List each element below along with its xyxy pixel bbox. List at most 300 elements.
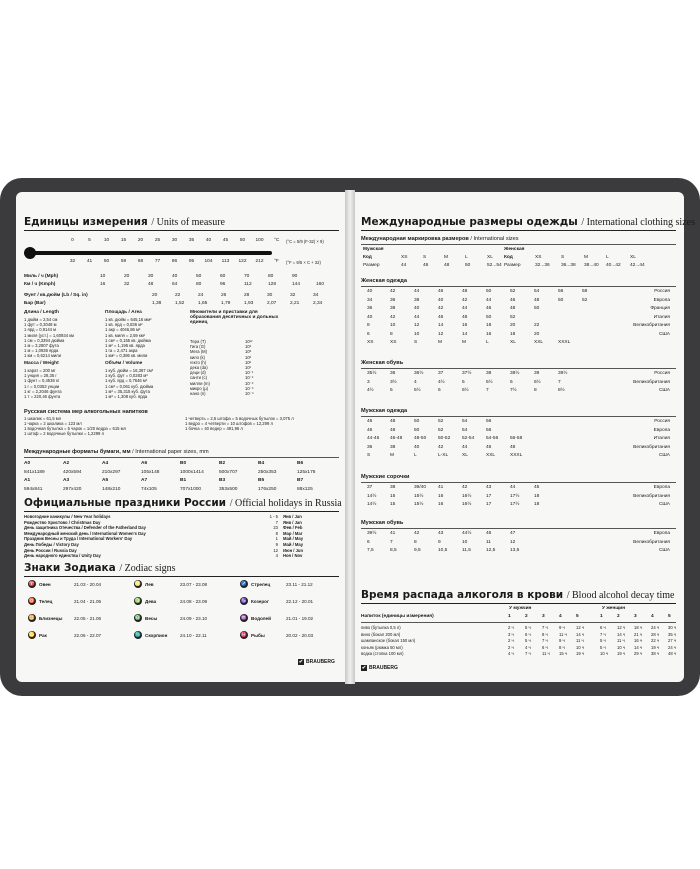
size-value: 4½: [438, 379, 445, 385]
fahrenheit-tick: 113: [221, 259, 230, 264]
marking-cell: L: [606, 255, 609, 260]
size-value: 40: [414, 306, 420, 311]
size-value: 54: [534, 289, 540, 294]
zodiac-name: Водолей: [251, 615, 271, 621]
holiday-month: Янв / Jan: [283, 519, 302, 525]
length-item: 1 км = 0,6214 мили: [24, 353, 61, 359]
multiplier-power: 10³: [245, 354, 252, 360]
zodiac-dates: 24.09 - 23.10: [180, 615, 208, 621]
zodiac-sign: [240, 631, 313, 639]
size-value: L-XL: [438, 453, 449, 458]
volume-title: Объём / Volume: [105, 361, 143, 366]
size-value: 38: [390, 444, 396, 450]
speed-row-value: 20: [124, 274, 130, 279]
area-item: 1 км² = 0,386 кв. мили: [105, 353, 148, 359]
mass-item: 1 кг = 2,2046 фунта: [24, 388, 62, 394]
celsius-tick: 30: [171, 238, 178, 243]
holiday-month: Фев / Feb: [283, 525, 303, 531]
blood-header-cell: 2: [617, 614, 620, 619]
alcohol-measure-item: 1 водочная бутылка = 5 чарок = 1/20 ведра = 615 мл: [24, 426, 126, 431]
celsius-tick: 5: [88, 238, 91, 243]
blood-cell: 19 ч: [576, 651, 585, 657]
size-country: Европа: [653, 531, 670, 536]
blood-cell: 2 ч: [508, 644, 514, 650]
size-country: Европа: [653, 485, 670, 490]
size-value: XS: [367, 340, 374, 345]
zodiac-2-0-icon: ♊: [28, 615, 36, 621]
size-value: 43: [486, 485, 492, 490]
marking-cell: 38...40: [584, 263, 599, 268]
holiday-name: Рождество Христово / Christmas Day: [24, 519, 101, 525]
size-value: 15½: [414, 502, 424, 507]
fahrenheit-scale: [64, 260, 268, 265]
pressure-row-value: 2,34: [313, 301, 323, 306]
marking-cell: 32...36: [535, 263, 550, 268]
speed-row-value: 30: [148, 274, 154, 279]
alcohol-measure-item: 1 чарка = 2 шкалика = 123 мл: [24, 421, 82, 426]
size-value: 58: [582, 289, 588, 294]
size-value: 46: [367, 419, 373, 424]
formula-celsius: (°C = 5/9 (F-32) × 9): [286, 239, 324, 244]
size-value: 20: [534, 331, 540, 337]
blood-cell: 6 ч: [600, 625, 606, 630]
size-value: 46: [438, 314, 444, 320]
size-value: 52: [510, 314, 516, 320]
mass-item: 1 карат = 200 мг: [24, 368, 56, 373]
multiplier-name: милли (m): [190, 380, 210, 386]
celsius-label: °C: [274, 238, 280, 243]
alcohol-measure-item: 1 штоф = 2 водочные бутылки = 1,2299 л: [24, 431, 104, 436]
area-item: 1 кв. миля = 2,59 км²: [105, 332, 145, 338]
pressure-row-value: 1,79: [221, 301, 231, 306]
size-value: 48: [510, 306, 516, 311]
size-value: 12: [414, 323, 420, 328]
paper-format: B3: [219, 478, 226, 483]
pressure-row-value: 32: [290, 293, 296, 298]
divider: [24, 230, 339, 231]
alcohol-measure-item: 1 ведро = 4 четверти = 10 штофов = 12,299 л: [185, 421, 273, 426]
fahrenheit-tick: 77: [154, 259, 161, 264]
thermometer-scale: [24, 239, 284, 267]
zodiac-sign: [28, 580, 101, 588]
zodiac-2-1-icon: ♎: [134, 615, 142, 621]
marking-cell: 42...44: [630, 263, 645, 268]
paper-format: A0: [24, 461, 31, 466]
holiday-month: Янв / Jan: [283, 514, 302, 519]
zodiac-sign: [28, 597, 101, 605]
book-spine: [345, 190, 355, 684]
zodiac-dates: 22.05 - 21.06: [74, 615, 102, 621]
size-value: XL: [510, 340, 516, 345]
blood-cell: 24 ч: [651, 625, 660, 630]
size-value: 46: [486, 444, 492, 450]
size-value: 14½: [367, 502, 377, 507]
blood-cell: 15 ч: [559, 651, 568, 657]
size-value: 15: [390, 493, 396, 499]
blood-cell: 30 ч: [668, 625, 677, 630]
zodiac-dates: 23.07 - 23.08: [180, 581, 208, 587]
pressure-row-value: 26: [221, 293, 227, 298]
blood-cell: 29 ч: [634, 651, 643, 657]
length-item: 1 м = 3,2807 фута: [24, 343, 59, 348]
speed-row-value: 144: [292, 282, 301, 287]
celsius-tick: 40: [205, 238, 212, 243]
size-value: 18: [510, 331, 516, 337]
multipliers-title: Множители и приставки для образования десятичных и дольных единиц: [190, 310, 279, 325]
size-value: 8½: [558, 388, 565, 393]
size-value: 9,5: [414, 548, 421, 553]
pressure-row-value: 28: [244, 293, 250, 298]
fahrenheit-tick: 95: [188, 259, 195, 264]
blood-header-cell: 5: [576, 614, 579, 619]
speed-row-value: 50: [196, 274, 202, 279]
length-title: Длина / Length: [24, 310, 59, 315]
multiplier-name: кило (k): [190, 354, 206, 360]
zodiac-sign: [134, 597, 207, 605]
divider: [24, 457, 339, 458]
speed-row-value: 16: [100, 282, 106, 287]
celsius-tick: 25: [154, 238, 161, 243]
zodiac-dates: 24.10 - 22.11: [180, 632, 207, 638]
size-value: L: [486, 340, 489, 345]
clothing-section-title: Женская обувь: [361, 360, 404, 366]
blood-cell: 6 ч: [525, 631, 531, 637]
paper-dimension: 420x594: [63, 470, 82, 475]
volume-item: 1 м³ = 35,315 куб. фута: [105, 388, 150, 394]
size-value: 5: [462, 379, 465, 385]
celsius-tick: 10: [103, 238, 110, 243]
size-value: 40: [367, 314, 373, 320]
size-value: 22: [534, 323, 540, 328]
size-value: XXXL: [510, 453, 523, 458]
multiplier-name: микро (µ): [190, 385, 209, 391]
area-item: 1 см² = 0,155 кв. дюйма: [105, 337, 151, 343]
size-value: 50: [486, 289, 492, 294]
blood-cell: 10 ч: [600, 651, 609, 657]
mass-item: 1 т = 220,46 фунта: [24, 394, 61, 399]
blood-header-cell: Напиток (единицы измерения): [361, 614, 434, 619]
size-value: M: [462, 340, 466, 345]
marking-cell: XL: [487, 255, 493, 260]
zodiac-sign: [134, 580, 207, 588]
speed-row-value: 64: [172, 282, 178, 287]
blood-cell: 7 ч: [542, 638, 548, 644]
size-value: 42: [414, 531, 420, 536]
blood-women-header: У женщин: [602, 606, 626, 611]
volume-item: 1 куб. дюйм = 16,387 см³: [105, 368, 154, 373]
size-value: 7: [558, 379, 561, 385]
size-value: 4½: [367, 388, 374, 393]
paper-dimension: 250x353: [258, 470, 277, 475]
zodiac-dates: 21.04 - 21.05: [74, 598, 102, 604]
area-item: 1 м² = 1,196 кв. ярда: [105, 343, 145, 348]
multiplier-power: 10⁻⁶: [245, 385, 254, 391]
size-value: 6: [510, 379, 513, 385]
mass-item: 1 г = 0,0353 унции: [24, 383, 60, 389]
holiday-month: Май / May: [283, 536, 304, 542]
holiday-day: 12: [273, 547, 278, 553]
size-value: 39½: [558, 371, 568, 376]
size-value: 50: [486, 314, 492, 320]
marking-cell: S: [423, 255, 427, 260]
holiday-day: 1: [275, 536, 278, 542]
divider: [24, 511, 339, 512]
pressure-row-label: Фунт / кв.дюйм (Lb / Sq. in): [24, 293, 88, 298]
size-value: 7,5: [367, 548, 374, 553]
zodiac-sign: [134, 631, 207, 639]
zodiac-name: Стрелец: [251, 581, 271, 587]
holiday-day: 9: [275, 542, 278, 547]
area-item: 1 кв. дюйм = 645,16 мм²: [105, 317, 152, 322]
size-value: 10: [414, 331, 420, 337]
alcohol-measure-item: 1 шкалик = 61,5 мл: [24, 416, 62, 421]
size-value: 6½: [534, 379, 541, 385]
blood-men-header: У мужчин: [509, 606, 532, 611]
size-value: 44: [462, 444, 468, 450]
size-value: 13,5: [510, 548, 520, 553]
size-value: 40: [367, 289, 373, 294]
paper-format: B4: [258, 461, 265, 466]
size-value: 50: [558, 297, 564, 303]
blood-cell: 14 ч: [576, 631, 585, 637]
divider: [361, 622, 676, 623]
pressure-row-label: Бар (Bar): [24, 301, 46, 306]
size-value: XS: [390, 340, 397, 345]
paper-dimension: 594x841: [24, 487, 43, 492]
zodiac-sign: [134, 614, 207, 622]
size-value: 39/40: [414, 485, 427, 490]
zodiac-1-2-icon: ♑: [240, 598, 248, 604]
marking-cell: 52...54: [487, 263, 502, 268]
celsius-tick: 100: [255, 238, 264, 243]
mass-item: 1 фунт = 0,4536 кг: [24, 378, 60, 384]
blood-cell: 8 ч: [542, 631, 548, 637]
zodiac-name: Рак: [39, 632, 47, 638]
zodiac-dates: 24.08 - 23.09: [180, 598, 208, 604]
size-value: 12: [510, 539, 516, 545]
size-value: 54-56: [486, 436, 499, 441]
paper-format: A5: [102, 478, 109, 483]
holiday-name: День Победы / Victory Day: [24, 542, 79, 547]
zodiac-dates: 20.02 - 20.03: [286, 632, 314, 638]
marking-cell: 46: [423, 263, 429, 268]
marking-cell: 40...42: [606, 263, 621, 268]
paper-format: B2: [219, 461, 226, 466]
blood-header-cell: 5: [668, 614, 671, 619]
size-value: 48: [390, 427, 396, 433]
multiplier-power: 10⁻³: [245, 380, 254, 386]
size-value: 52: [510, 289, 516, 294]
size-value: 8,5: [390, 548, 397, 553]
thermometer-tube: [32, 251, 272, 255]
blood-cell: пиво (бутылка 0,5 л): [361, 625, 401, 630]
size-value: 7: [486, 388, 489, 393]
size-country: США: [658, 388, 670, 393]
size-value: 37½: [462, 371, 472, 376]
zodiac-3-0-icon: ♋: [28, 632, 36, 638]
pressure-row-value: 1,65: [198, 301, 208, 306]
size-value: 17: [486, 502, 492, 507]
zodiac-name: Рыбы: [251, 632, 265, 638]
clothing-section-title: Мужские сорочки: [361, 474, 410, 480]
holidays-title: Официальные праздники России / Official holidays in Russia: [24, 497, 342, 509]
zodiac-sign: [240, 614, 313, 622]
paper-dimension: 148x210: [102, 487, 121, 492]
holiday-day: 7: [275, 519, 278, 525]
size-value: 38½: [510, 371, 520, 376]
blood-header-cell: 3: [634, 614, 637, 619]
holiday-day: 23: [273, 525, 278, 531]
length-item: 1 дюйм = 2,54 см: [24, 317, 58, 322]
size-value: 44½: [462, 531, 472, 536]
blood-cell: 7 ч: [542, 625, 548, 630]
paper-dimension: 841x1189: [24, 470, 45, 475]
marking-male-header: Мужская: [363, 247, 384, 252]
divider: [361, 603, 676, 604]
size-country: Великобритания: [633, 379, 670, 385]
formula-fahrenheit: (°F = 9/5 × C + 32): [286, 260, 321, 265]
marking-cell: 44: [401, 263, 407, 268]
length-item: 1 фут = 0,3048 м: [24, 322, 57, 328]
area-item: 1 кв. ярд = 0,836 м²: [105, 322, 143, 328]
clothing-section-title: Мужская одежда: [361, 408, 408, 414]
size-country: Великобритания: [633, 539, 670, 545]
size-value: 4: [414, 379, 417, 385]
zodiac-name: Близнецы: [39, 615, 63, 621]
size-value: 54: [462, 427, 468, 433]
paper-format: B0: [180, 461, 187, 466]
blood-cell: 5 ч: [600, 638, 606, 644]
divider: [361, 244, 676, 245]
blood-cell: 19 ч: [651, 644, 660, 650]
speed-row-value: 160: [316, 282, 325, 287]
size-country: Россия: [654, 419, 670, 424]
marking-female-header: Женская: [504, 247, 525, 252]
marking-title: Международная маркировка размеров / International sizes: [361, 236, 519, 242]
fahrenheit-tick: 122: [238, 259, 247, 264]
marking-cell: Код: [363, 255, 372, 260]
divider: [361, 482, 676, 483]
size-value: 38: [390, 485, 396, 490]
zodiac-0-1-icon: ♌: [134, 581, 142, 587]
size-value: 6: [438, 388, 441, 393]
blood-cell: 28 ч: [651, 631, 660, 637]
blood-cell: вино (бокал 200 мл): [361, 631, 401, 637]
holiday-day: 4: [275, 553, 278, 559]
size-value: 7½: [510, 388, 517, 393]
blood-header-cell: 4: [651, 614, 654, 619]
size-country: Великобритания: [633, 444, 670, 450]
zodiac-0-2-icon: ♐: [240, 581, 248, 587]
size-value: 48: [390, 419, 396, 424]
length-item: 1 м = 1,0936 ярда: [24, 348, 59, 354]
size-value: 6½: [462, 388, 469, 393]
fahrenheit-label: °F: [274, 259, 279, 264]
size-value: 44: [462, 306, 468, 311]
size-value: 18: [486, 323, 492, 328]
blood-cell: 12 ч: [617, 625, 626, 630]
fahrenheit-tick: 59: [120, 259, 127, 264]
size-value: 50-52: [438, 436, 451, 441]
size-country: Италия: [653, 436, 670, 441]
length-item: 1 ярд = 0,9144 м: [24, 327, 57, 333]
multiplier-power: 10¹: [245, 365, 252, 370]
size-value: 11: [486, 539, 491, 545]
speed-row-value: 60: [220, 274, 226, 279]
blood-cell: 10 ч: [576, 644, 585, 650]
size-value: 7: [390, 539, 393, 545]
holiday-day: 1 - 5: [269, 514, 278, 519]
divider: [361, 230, 676, 231]
mass-title: Масса / Weight: [24, 361, 59, 366]
alcohol-measure-item: 1 четверть = 2,5 штофа = 5 водочных бутылок = 3,075 л: [185, 416, 294, 421]
size-value: 43: [438, 531, 444, 536]
blood-cell: 2 ч: [508, 638, 514, 644]
blood-cell: 4 ч: [525, 644, 531, 650]
celsius-scale: [64, 239, 268, 244]
paper-dimension: 176x250: [258, 487, 277, 492]
multiplier-power: 10⁻²: [245, 375, 254, 381]
multiplier-name: санти (c): [190, 375, 208, 381]
blood-cell: 22 ч: [651, 638, 660, 644]
zodiac-3-1-icon: ♏: [134, 632, 142, 638]
fahrenheit-tick: 32: [69, 259, 76, 264]
blood-cell: 48 ч: [668, 651, 677, 657]
zodiac-title: Знаки Зодиака / Zodiac signs: [24, 562, 176, 574]
clothing-section-title: Женская одежда: [361, 278, 407, 284]
zodiac-sign: [240, 580, 313, 588]
blood-cell: 11 ч: [617, 638, 625, 644]
alcohol-measures-title: Русская система мер алкогольных напитков: [24, 409, 148, 415]
volume-item: 1 куб. ярд = 0,7646 м³: [105, 378, 148, 384]
blood-cell: 2 ч: [508, 625, 514, 630]
size-value: 17: [486, 493, 492, 499]
fahrenheit-tick: 104: [204, 259, 213, 264]
volume-item: 1 см³ = 0,061 куб. дюйма: [105, 383, 154, 389]
zodiac-name: Телец: [39, 598, 53, 604]
celsius-tick: 15: [120, 238, 127, 243]
size-value: 48: [534, 297, 540, 303]
size-value: 52: [582, 297, 588, 303]
pressure-row-value: 20: [152, 293, 158, 298]
zodiac-2-2-icon: ♒: [240, 615, 248, 621]
brand-check-icon: ✔: [298, 659, 304, 665]
size-value: 42: [390, 289, 396, 294]
speed-row-value: 80: [196, 282, 202, 287]
blood-alcohol-title: Время распада алкоголя в крови / Blood alcohol decay time: [361, 589, 675, 601]
multiplier-name: Гига (G): [190, 344, 206, 350]
length-item: 1 см = 0,3394 дюйма: [24, 337, 65, 343]
size-value: 56: [486, 419, 492, 424]
size-value: 46: [486, 306, 492, 311]
holiday-name: Новогодние каникулы / New Year holidays: [24, 514, 111, 519]
paper-format: A2: [63, 461, 70, 466]
size-value: 15½: [414, 493, 424, 499]
blood-cell: 9 ч: [559, 625, 565, 630]
pressure-row-value: 1,93: [244, 301, 254, 306]
celsius-tick: 0: [71, 238, 74, 243]
clothing-title: Международные размеры одежды / International clothing sizes: [361, 216, 695, 228]
blood-cell: 5 ч: [600, 644, 606, 650]
brand-logo: ✔ BRAUBERG: [361, 665, 398, 671]
size-value: XXL: [534, 340, 544, 345]
size-value: 50: [414, 427, 420, 433]
marking-cell: 50: [465, 263, 471, 268]
size-value: 5½: [414, 388, 421, 393]
blood-cell: 12 ч: [576, 625, 585, 630]
divider: [361, 286, 676, 287]
zodiac-1-1-icon: ♍: [134, 598, 142, 604]
